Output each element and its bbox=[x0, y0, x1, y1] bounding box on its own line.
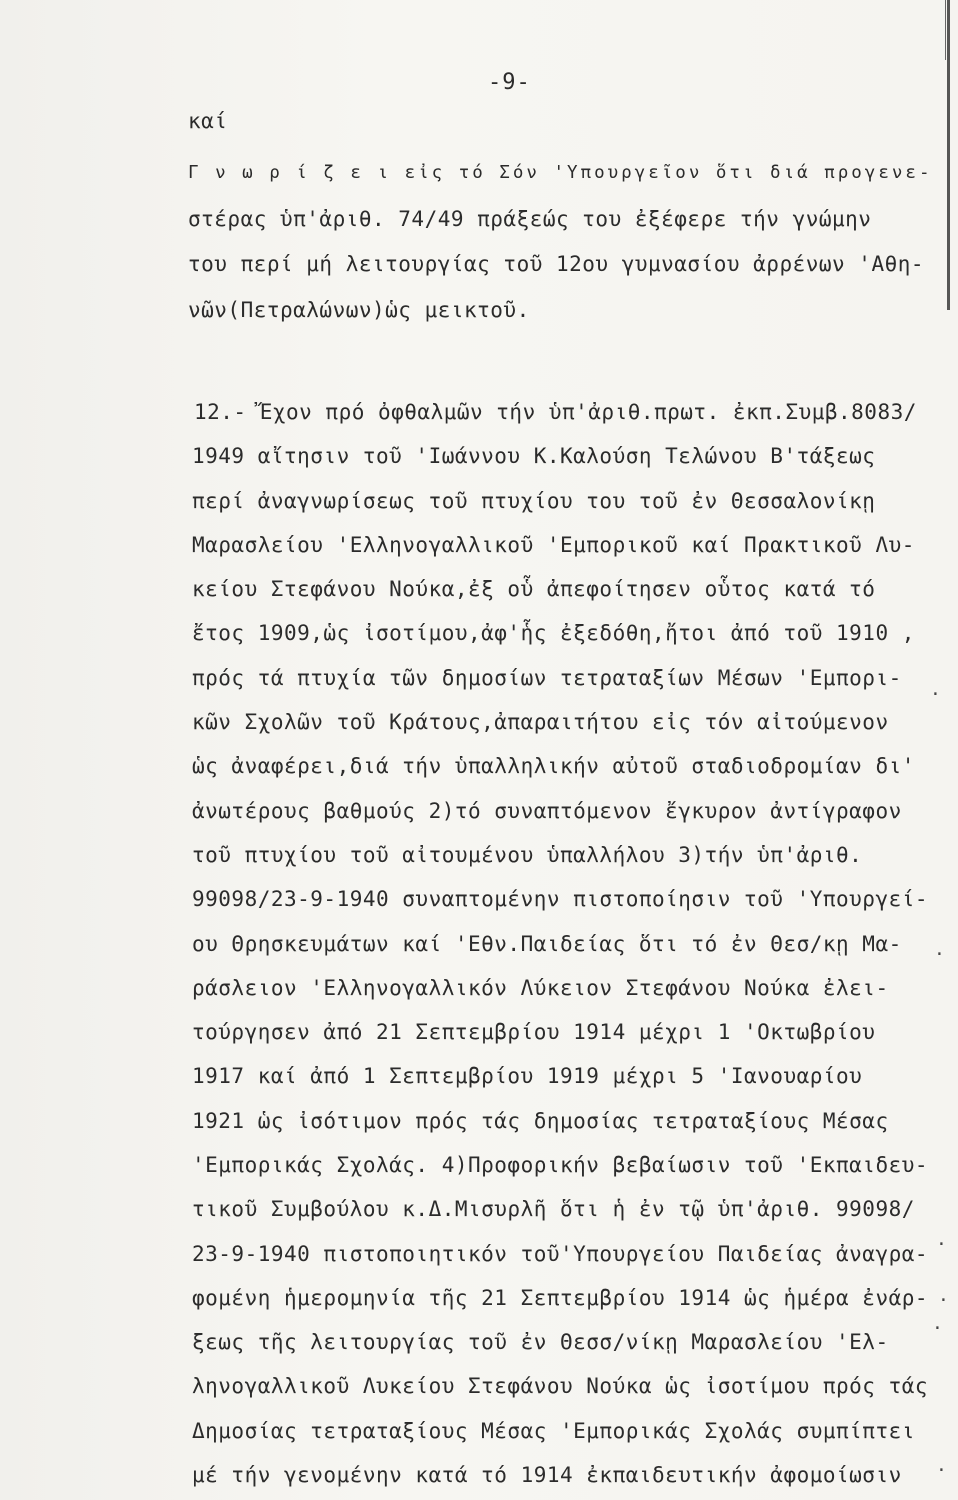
text-line: κῶν Σχολῶν τοῦ Κράτους,ἀπαραιτήτου εἰς τόν αἰτούμενον bbox=[192, 710, 889, 735]
margin-mark: · bbox=[938, 1290, 949, 1311]
text-line: 'Εμπορικάς Σχολάς. 4)Προφορικήν βεβαίωσιν τοῦ 'Εκπαιδευ- bbox=[192, 1152, 929, 1177]
text-line: νῶν(Πετραλώνων)ὡς μεικτοῦ. bbox=[188, 298, 530, 322]
text-line: τικοῦ Συμβούλου κ.Δ.Μισυρλῆ ὅτι ἡ ἐν τῷ ὑπ'ἀριθ. 99098/ bbox=[192, 1197, 915, 1222]
text-line: τοῦ πτυχίου τοῦ αἰτουμένου ὑπαλλήλου 3)τήν ὑπ'ἀριθ. bbox=[192, 842, 863, 867]
text-line: πρός τά πτυχία τῶν δημοσίων τετραταξίων Μέσων 'Εμπορι- bbox=[192, 665, 902, 690]
text-line: 23-9-1940 πιστοποιητικόν τοῦ'Υπουργείου Παιδείας ἀναγρα- bbox=[192, 1241, 929, 1266]
margin-mark: · bbox=[936, 1460, 947, 1481]
margin-mark: · bbox=[936, 1234, 947, 1255]
page-edge-shadow bbox=[947, 0, 950, 310]
text-line: στέρας ὑπ'ἀριθ. 74/49 πράξεώς του ἐξέφερε τήν γνώμην bbox=[188, 207, 872, 231]
text-line: καί bbox=[188, 109, 228, 133]
text-line: 99098/23-9-1940 συναπτομένην πιστοποίησιν τοῦ 'Υπουργεί- bbox=[192, 887, 929, 912]
text-line: 1921 ὡς ἰσότιμον πρός τάς δημοσίας τετραταξίους Μέσας bbox=[192, 1108, 889, 1133]
text-line: ξεως τῆς λειτουργίας τοῦ ἐν Θεσσ/νίκῃ Μαρασλείου 'Ελ- bbox=[192, 1330, 889, 1355]
page-edge-line bbox=[945, 0, 946, 60]
text-line: 12.- Ἔχον πρό ὀφθαλμῶν τήν ὑπ'ἀριθ.πρωτ. ἐκπ.Συμβ.8083/ bbox=[194, 400, 917, 424]
text-line: ἀνωτέρους βαθμούς 2)τό συναπτόμενον ἔγκυρον ἀντίγραφον bbox=[192, 798, 902, 823]
text-line: ου Θρησκευμάτων καί 'Εθν.Παιδείας ὅτι τό ἐν Θεσ/κῃ Μα- bbox=[192, 931, 902, 956]
text-line: ὡς ἀναφέρει,διά τήν ὑπαλληλικήν αὐτοῦ σταδιοδρομίαν δι' bbox=[192, 754, 915, 779]
text-line: φομένη ἡμερομηνία τῆς 21 Σεπτεμβρίου 1914 ὡς ἡμέρα ἐνάρ- bbox=[192, 1285, 929, 1310]
text-line: κείου Στεφάνου Νούκα,ἐξ οὗ ἀπεφοίτησεν οὗτος κατά τό bbox=[192, 577, 876, 602]
page-number: -9- bbox=[488, 70, 531, 95]
text-line: ληνογαλλικοῦ Λυκείου Στεφάνου Νούκα ὡς ἰσοτίμου πρός τάς bbox=[192, 1374, 929, 1399]
text-line: Γ ν ω ρ ί ζ ε ι εἰς τό Σόν 'Υπουργεῖον ὅτι διά προγενε- bbox=[188, 163, 933, 183]
text-line: τούργησεν ἀπό 21 Σεπτεμβρίου 1914 μέχρι 1 'Οκτωβρίου bbox=[192, 1020, 876, 1045]
text-line: Δημοσίας τετραταξίους Μέσας 'Εμπορικάς Σχολάς συμπίπτει bbox=[192, 1418, 915, 1443]
margin-mark: · bbox=[930, 684, 941, 705]
text-line: μέ τήν γενομένην κατά τό 1914 ἐκπαιδευτικήν ἀφομοίωσιν bbox=[192, 1463, 902, 1487]
margin-mark: · bbox=[934, 944, 945, 965]
text-line: 1949 αἴτησιν τοῦ 'Ιωάννου Κ.Καλούση Τελώνου Β'τάξεως bbox=[192, 444, 876, 469]
text-line: ράσλειον 'Ελληνογαλλικόν Λύκειον Στεφάνου Νούκα ἐλει- bbox=[192, 975, 889, 1000]
text-line: ἔτος 1909,ὡς ἰσοτίμου,ἀφ'ἧς ἐξεδόθη,ἤτοι ἀπό τοῦ 1910 , bbox=[192, 621, 915, 646]
text-line: 1917 καί ἀπό 1 Σεπτεμβρίου 1919 μέχρι 5 'Ιανουαρίου bbox=[192, 1064, 863, 1089]
text-line: περί ἀναγνωρίσεως τοῦ πτυχίου του τοῦ ἐν Θεσσαλονίκῃ bbox=[192, 488, 876, 513]
text-line: του περί μή λειτουργίας τοῦ 12ου γυμνασίου ἀρρένων 'Αθη- bbox=[188, 252, 925, 276]
margin-mark: · bbox=[932, 1318, 943, 1339]
text-line: Μαρασλείου 'Ελληνογαλλικοῦ 'Εμπορικοῦ καί Πρακτικοῦ Λυ- bbox=[192, 532, 915, 557]
